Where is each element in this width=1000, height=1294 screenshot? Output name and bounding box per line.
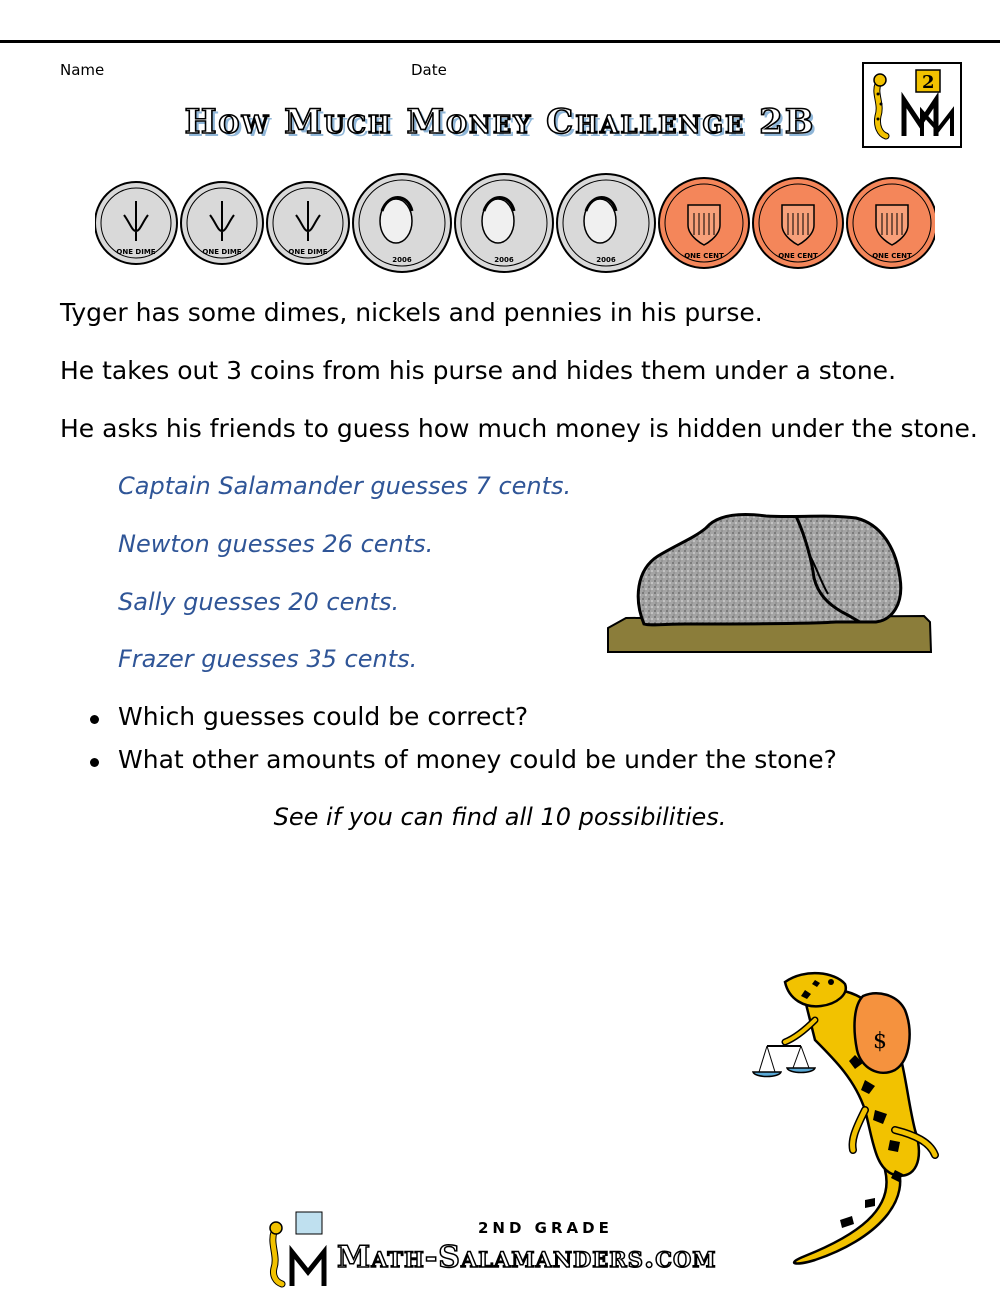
penny-coin-icon bbox=[753, 178, 843, 268]
top-rule bbox=[0, 40, 1000, 43]
guess-newton: Newton guesses 26 cents. bbox=[118, 530, 434, 558]
guess-frazer: Frazer guesses 35 cents. bbox=[118, 645, 418, 673]
coin-label: ONE CENT bbox=[778, 252, 818, 260]
nickel-coin-icon bbox=[455, 174, 553, 272]
bullet-1 bbox=[90, 715, 99, 724]
coin-label: 2006 bbox=[494, 256, 514, 264]
paragraph-3: He asks his friends to guess how much money is hidden under the stone. bbox=[60, 414, 978, 443]
dime-coin-icon bbox=[95, 182, 177, 264]
coins-row bbox=[95, 170, 935, 276]
nickel-coin-icon bbox=[353, 174, 451, 272]
dime-coin-icon bbox=[267, 182, 349, 264]
salamander-mascot-icon bbox=[745, 960, 975, 1275]
hint-text: See if you can find all 10 possibilities. bbox=[273, 803, 727, 831]
grade-badge-number: 2 bbox=[922, 72, 935, 93]
coin-label: ONE DIME bbox=[202, 248, 242, 256]
stone-icon bbox=[606, 508, 936, 656]
dime-coin-icon bbox=[181, 182, 263, 264]
paragraph-2: He takes out 3 coins from his purse and hides them under a stone. bbox=[60, 356, 897, 385]
footer-logo-icon bbox=[262, 1208, 338, 1288]
coin-label: 2006 bbox=[596, 256, 616, 264]
dollar-sign: $ bbox=[873, 1029, 887, 1054]
coin-label: ONE CENT bbox=[684, 252, 724, 260]
nickel-coin-icon bbox=[557, 174, 655, 272]
penny-coin-icon bbox=[847, 178, 935, 268]
footer-site: Math-Salamanders.com bbox=[337, 1240, 717, 1275]
penny-coin-icon bbox=[659, 178, 749, 268]
coin-label: ONE CENT bbox=[872, 252, 912, 260]
page-title: How Much Money Challenge 2B bbox=[184, 102, 816, 142]
footer-grade: 2ND GRADE bbox=[478, 1219, 613, 1237]
question-1: Which guesses could be correct? bbox=[118, 702, 529, 731]
question-2: What other amounts of money could be under the stone? bbox=[118, 745, 837, 774]
guess-sally: Sally guesses 20 cents. bbox=[118, 588, 400, 616]
name-label: Name bbox=[60, 61, 105, 79]
bullet-2 bbox=[90, 758, 99, 767]
coin-label: ONE DIME bbox=[116, 248, 156, 256]
coin-label: ONE DIME bbox=[288, 248, 328, 256]
coin-label: 2006 bbox=[392, 256, 412, 264]
date-label: Date bbox=[411, 61, 447, 79]
paragraph-1: Tyger has some dimes, nickels and pennies in his purse. bbox=[60, 298, 763, 327]
guess-captain-salamander: Captain Salamander guesses 7 cents. bbox=[118, 472, 572, 500]
